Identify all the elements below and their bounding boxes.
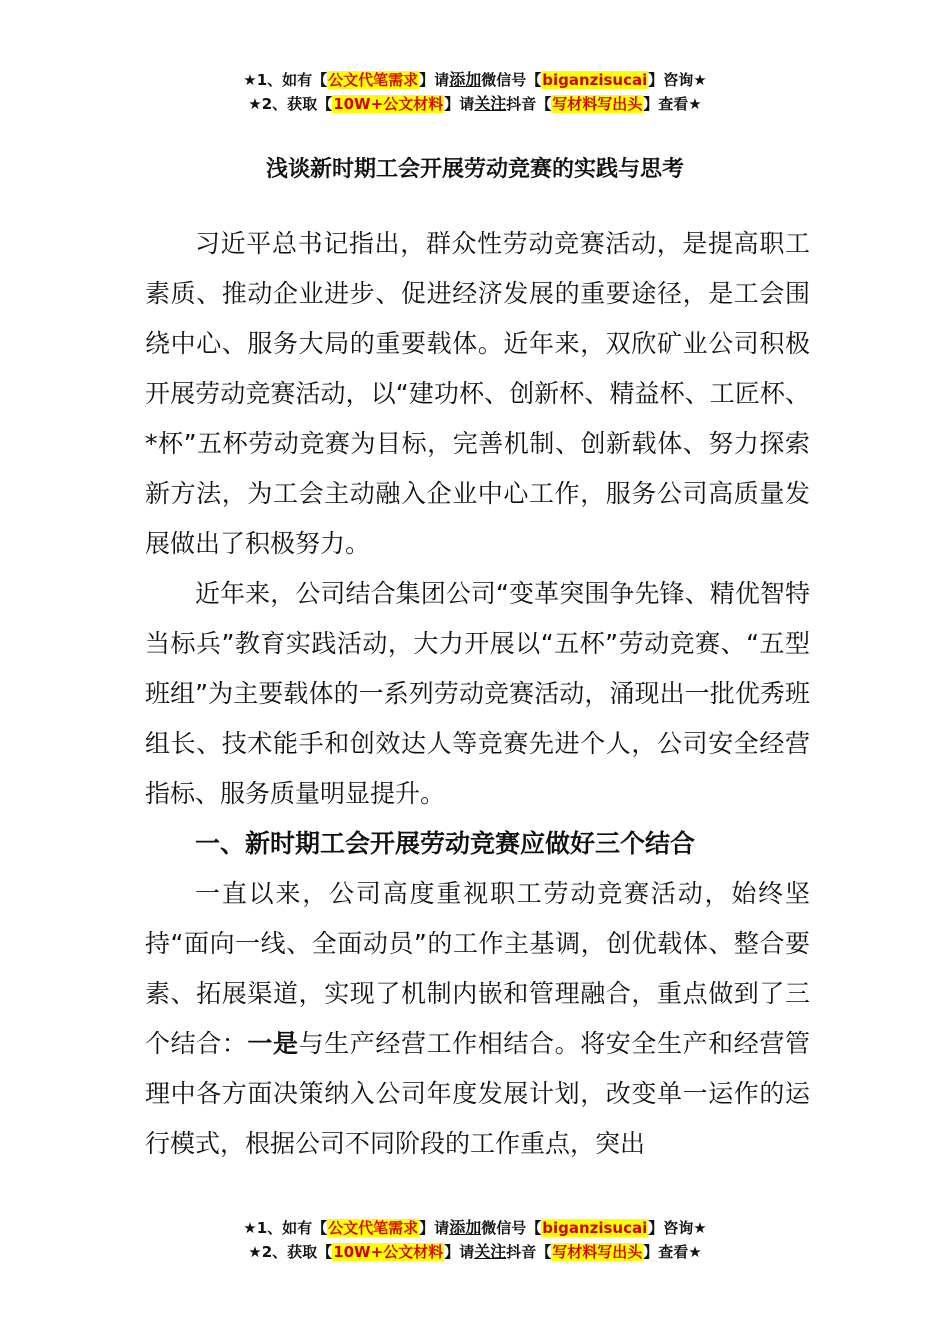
paragraph-2: 近年来，公司结合集团公司“变革突围争先锋、精优智特当标兵”教育实践活动，大力开展以“五杯”劳动竞赛、“五型班组”为主要载体的一系列劳动竞赛活动，涌现出一批优秀班组长、技术能手和创效达人等竞赛先进个人，公司安全经营指标、服务质量明显提升。	[145, 579, 810, 808]
section-heading-1: 一、新时期工会开展劳动竞赛应做好三个结合	[195, 829, 696, 858]
promo-text: 抖音【	[506, 1243, 552, 1261]
promo-text: 】查看★	[643, 95, 702, 113]
promo-emphasis: 添加	[449, 70, 482, 89]
promo-line-2	[0, 1240, 950, 1264]
promo-text: 微信号【	[481, 1219, 542, 1237]
promo-text: 】请	[444, 95, 475, 113]
promo-text: 微信号【	[481, 71, 542, 89]
promo-emphasis: 关注	[474, 1242, 507, 1261]
promo-highlight: 10W+公文材料	[333, 1243, 444, 1261]
paragraph-3-text: 一直以来，公司高度重视职工劳动竞赛活动，始终坚持“面向一线、全面动员”的工作主基调，创优载体、整合要素、拓展渠道，实现了机制内嵌和管理融合，重点做到了三个结合：	[145, 879, 810, 1058]
promo-highlight: 公文代笔需求	[328, 1219, 419, 1237]
promo-text: 】咨询★	[648, 1219, 707, 1237]
promo-emphasis: 添加	[449, 1218, 482, 1237]
promo-line-2	[0, 92, 950, 116]
promo-text: 】请	[444, 1243, 475, 1261]
promo-text: ★2、获取【	[248, 1243, 333, 1261]
promo-text: 】咨询★	[648, 71, 707, 89]
promo-text: 】查看★	[643, 1243, 702, 1261]
promo-text: ★1、如有【	[243, 71, 328, 89]
promo-douyin-id: 写材料写出头	[552, 1243, 643, 1261]
document-title: 浅谈新时期工会开展劳动竞赛的实践与思考	[265, 157, 684, 182]
promo-wechat-id: biganzisucai	[542, 71, 648, 89]
promo-text: ★1、如有【	[243, 1219, 328, 1237]
promo-line-1	[0, 68, 950, 92]
promo-highlight: 10W+公文材料	[333, 95, 444, 113]
promo-highlight: 公文代笔需求	[328, 71, 419, 89]
paragraph-3-text-cont: 与生产经营工作相结合。将安全生产和经营管理中各方面决策纳入公司年度发展计划，改变单一运作的运行模式，根据公司不同阶段的工作重点，突出	[145, 1029, 810, 1158]
promo-wechat-id: biganzisucai	[542, 1219, 648, 1237]
promo-line-1	[0, 1216, 950, 1240]
promo-banner-bottom	[0, 1216, 950, 1264]
paragraph-1: 习近平总书记指出，群众性劳动竞赛活动，是提高职工素质、推动企业进步、促进经济发展的重要途径，是工会围绕中心、服务大局的重要载体。近年来，双欣矿业公司积极开展劳动竞赛活动，以“建功杯、创新杯、精益杯、工匠杯、*杯”五杯劳动竞赛为目标，完善机制、创新载体、努力探索新方法，为工会主动融入企业中心工作，服务公司高质量发展做出了积极努力。	[145, 229, 810, 558]
paragraph-3-bold: 一是	[247, 1029, 299, 1058]
promo-text: 】请	[419, 71, 450, 89]
document-body	[145, 219, 810, 1169]
promo-banner-top	[0, 68, 950, 116]
promo-emphasis: 关注	[474, 94, 507, 113]
promo-text: ★2、获取【	[248, 95, 333, 113]
promo-text: 】请	[419, 1219, 450, 1237]
paragraph-3	[145, 869, 810, 1169]
promo-douyin-id: 写材料写出头	[552, 95, 643, 113]
promo-text: 抖音【	[506, 95, 552, 113]
